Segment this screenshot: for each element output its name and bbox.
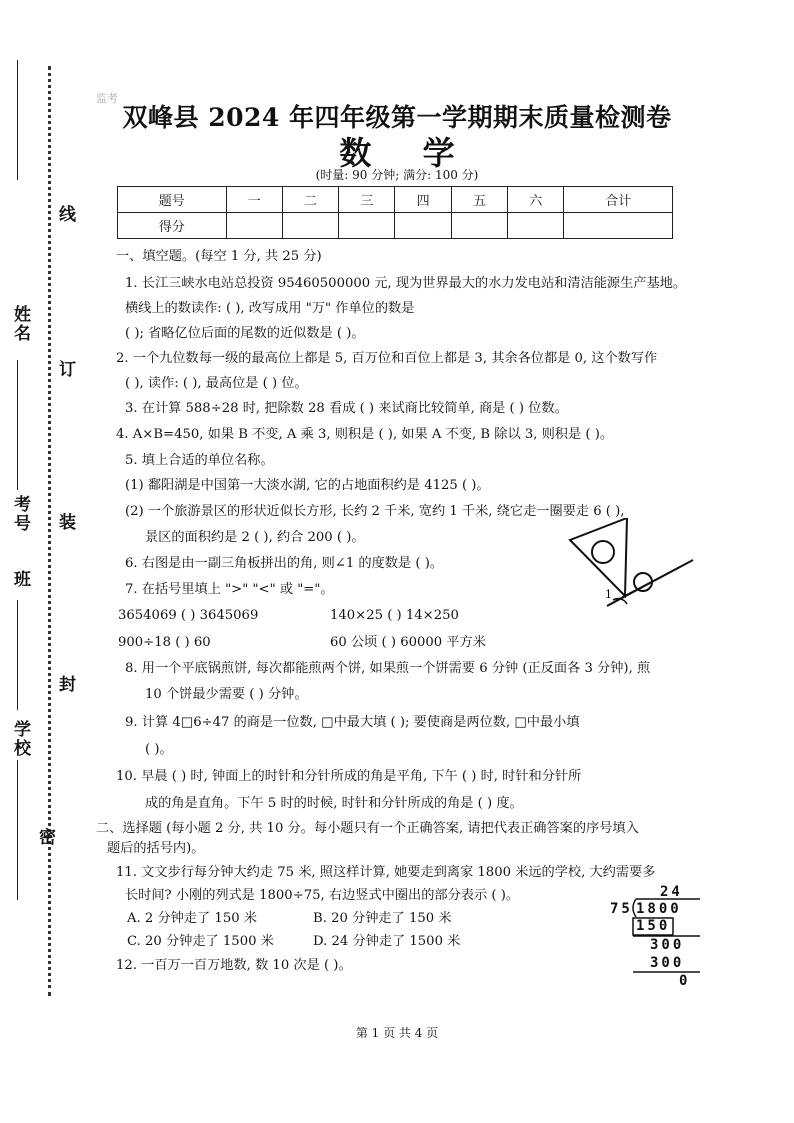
division-bracket [600, 880, 710, 995]
margin-label-school: 学校 [10, 720, 30, 758]
question-line: 3. 在计算 588÷28 时, 把除数 28 看成 ( ) 来试商比较简单, 商是 ( ) 位数。 [125, 401, 568, 416]
section1-heading: 一、填空题。(每空 1 分, 共 25 分) [116, 249, 322, 264]
option-b: B. 20 分钟走了 150 米 [313, 911, 452, 926]
score-table-header-row [118, 187, 673, 213]
score-header-cell: 三 [339, 187, 395, 213]
margin-label-class: 班 [10, 570, 30, 589]
triangle-hole [634, 573, 652, 591]
question-line: 1. 长江三峡水电站总投资 95460500000 元, 现为世界最大的水力发电站和清洁能源生产基地。 [125, 276, 687, 291]
question-line: 8. 用一个平底锅煎饼, 每次都能煎两个饼, 如果煎一个饼需要 6 分钟 (正反面各 3 分钟), 煎 [125, 661, 651, 676]
compare-item: 900÷18 ( ) 60 [118, 635, 211, 650]
question-line: 成的角是直角。下午 5 时的时候, 时针和分针所成的角是 ( ) 度。 [145, 796, 523, 811]
score-header-cell: 五 [451, 187, 507, 213]
division-final: 0 [679, 973, 691, 989]
division-dividend: 1800 [636, 901, 682, 917]
question-line: 景区的面积约是 2 ( ), 约合 200 ( )。 [145, 530, 365, 545]
question-line: (2) 一个旅游景区的形状近似长方形, 长约 2 千米, 宽约 1 千米, 绕它走一圈要走 6 ( ), [125, 504, 625, 519]
exam-timing: (时量: 90 分钟; 满分: 100 分) [315, 168, 479, 182]
question-line: 4. A×B=450, 如果 B 不变, A 乘 3, 则积是 ( ), 如果 A 不变, B 除以 3, 则积是 ( )。 [116, 427, 614, 442]
margin-label-name: 姓名 [10, 305, 30, 343]
question-line: 9. 计算 4□6÷47 的商是一位数, □中最大填 ( ); 要使商是两位数, □中最小填 [125, 715, 580, 730]
score-header-cell: 合计 [564, 187, 673, 213]
exam-title: 双峰县 2024 年四年级第一学期期末质量检测卷 [122, 103, 672, 132]
score-cell[interactable] [451, 213, 507, 239]
score-header-cell: 六 [508, 187, 564, 213]
score-header-cell: 一 [226, 187, 282, 213]
binding-word: 订 [55, 360, 75, 379]
question-line: (1) 鄱阳湖是中国第一大淡水湖, 它的占地面积约是 4125 ( )。 [125, 478, 490, 493]
question-line: 10 个饼最少需要 ( ) 分钟。 [145, 687, 308, 702]
division-remainder1: 300 [650, 937, 685, 953]
division-step2: 300 [650, 955, 685, 971]
score-header-cell: 四 [395, 187, 451, 213]
binding-dotted-line [48, 66, 51, 996]
margin-rule [17, 360, 18, 490]
section2-heading: 题后的括号内)。 [107, 841, 205, 856]
subject-title: 数 学 [339, 134, 475, 172]
division-divisor: 75 [610, 901, 633, 917]
set-square-figure [565, 518, 697, 613]
question-line: 5. 填上合适的单位名称。 [125, 453, 274, 468]
question-line: 2. 一个九位数每一级的最高位上都是 5, 百万位和百位上都是 3, 其余各位都是 0, 这个数写作 [116, 351, 658, 366]
question-line: 长时间? 小刚的列式是 1800÷75, 右边竖式中圈出的部分表示 ( )。 [125, 888, 520, 903]
margin-rule [17, 760, 18, 900]
score-cell[interactable] [226, 213, 282, 239]
angle-label: 1 [605, 588, 612, 601]
score-table [117, 186, 673, 239]
score-cell[interactable] [508, 213, 564, 239]
option-d: D. 24 分钟走了 1500 米 [313, 934, 461, 949]
triangle-upper [570, 518, 627, 596]
question-line: 7. 在括号里填上 ">" "<" 或 "="。 [125, 582, 334, 597]
question-line: 6. 右图是由一副三角板拼出的角, 则∠1 的度数是 ( )。 [125, 556, 444, 571]
binding-word: 装 [55, 513, 75, 532]
question-line: ( ), 读作: ( ), 最高位是 ( ) 位。 [125, 376, 308, 391]
question-line: ( )。 [145, 742, 173, 757]
division-quotient: 24 [660, 884, 683, 900]
section2-heading: 二、选择题 (每小题 2 分, 共 10 分。每小题只有一个正确答案, 请把代表正确答案的序号填入 [96, 821, 639, 836]
question-line: 11. 文文步行每分钟大约走 75 米, 照这样计算, 她要走到离家 1800 米远的学校, 大约需要多 [116, 865, 656, 880]
option-a: A. 2 分钟走了 150 米 [127, 911, 257, 926]
triangle-hole [592, 541, 614, 563]
option-c: C. 20 分钟走了 1500 米 [127, 934, 274, 949]
score-cell[interactable] [564, 213, 673, 239]
compare-item: 140×25 ( ) 14×250 [330, 608, 459, 623]
score-cell[interactable] [339, 213, 395, 239]
binding-word: 封 [55, 675, 75, 694]
binding-word: 密 [35, 828, 55, 847]
score-row-label: 得分 [118, 213, 227, 239]
score-table-score-row [118, 213, 673, 239]
binding-word: 线 [55, 205, 75, 224]
score-cell[interactable] [282, 213, 338, 239]
division-circled-part [633, 918, 673, 935]
score-header-cell: 二 [282, 187, 338, 213]
compare-item: 3654069 ( ) 3645069 [118, 608, 259, 623]
faint-stamp: 监考 [96, 92, 118, 105]
question-line: 横线上的数读作: ( ), 改写成用 "万" 作单位的数是 [125, 301, 415, 316]
question-line: 12. 一百万一百万地数, 数 10 次是 ( )。 [116, 958, 352, 973]
compare-item: 60 公顷 ( ) 60000 平方米 [330, 635, 486, 650]
margin-rule [17, 600, 18, 710]
page-footer: 第 1 页 共 4 页 [355, 1026, 439, 1040]
margin-label-exam-number: 考号 [10, 495, 30, 533]
division-step1: 150 [636, 918, 671, 934]
score-header-cell: 题号 [118, 187, 227, 213]
question-line: 10. 早晨 ( ) 时, 钟面上的时针和分针所成的角是平角, 下午 ( ) 时, 时针和分针所 [116, 769, 582, 784]
score-cell[interactable] [395, 213, 451, 239]
question-line: ( ); 省略亿位后面的尾数的近似数是 ( )。 [125, 326, 365, 341]
